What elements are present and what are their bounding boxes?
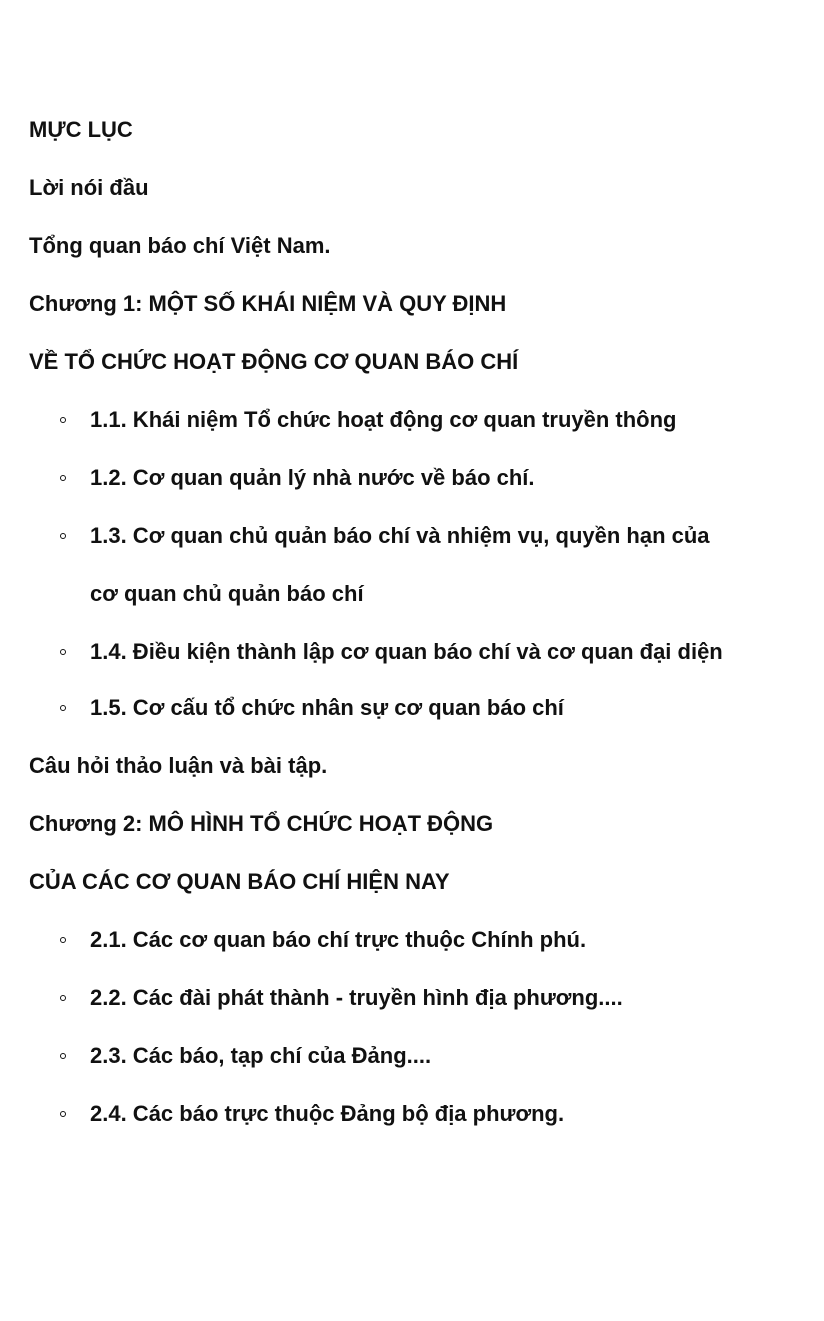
- circle-bullet-icon: [60, 705, 66, 711]
- toc-entry-discussion: Câu hỏi thảo luận và bài tập.: [29, 753, 328, 778]
- toc-entry-preface: Lời nói đầu: [29, 175, 149, 200]
- circle-bullet-icon: [60, 475, 66, 481]
- chapter-1-heading-line-1: Chương 1: MỘT SỐ KHÁI NIỆM VÀ QUY ĐỊNH: [29, 291, 507, 316]
- chapter-1-heading-line-2: VỀ TỔ CHỨC HOẠT ĐỘNG CƠ QUAN BÁO CHÍ: [29, 349, 519, 374]
- list-item-text: 2.4. Các báo trực thuộc Đảng bộ địa phương.: [90, 1101, 565, 1126]
- toc-title: MỰC LỤC: [29, 117, 133, 142]
- toc-entry-overview: Tổng quan báo chí Việt Nam.: [29, 233, 331, 258]
- chapter-2-heading-line-2: CỦA CÁC CƠ QUAN BÁO CHÍ HIỆN NAY: [29, 869, 450, 894]
- circle-bullet-icon: [60, 1111, 66, 1117]
- list-item-text: 1.1. Khái niệm Tổ chức hoạt động cơ quan truyền thông: [90, 407, 677, 432]
- circle-bullet-icon: [60, 937, 66, 943]
- list-item-text: 2.1. Các cơ quan báo chí trực thuộc Chính phú.: [90, 927, 587, 952]
- circle-bullet-icon: [60, 417, 66, 423]
- circle-bullet-icon: [60, 1053, 66, 1059]
- list-item-text: 1.2. Cơ quan quản lý nhà nước về báo chí.: [90, 465, 535, 490]
- list-item-text: 1.4. Điều kiện thành lập cơ quan báo chí và cơ quan đại diện: [90, 639, 723, 664]
- list-item-continuation: cơ quan chủ quản báo chí: [90, 581, 364, 606]
- circle-bullet-icon: [60, 533, 66, 539]
- list-item-text: 1.3. Cơ quan chủ quản báo chí và nhiệm vụ, quyền hạn của: [90, 523, 710, 548]
- list-item-text: 1.5. Cơ cấu tổ chức nhân sự cơ quan báo chí: [90, 695, 564, 720]
- list-item-text: 2.3. Các báo, tạp chí của Đảng....: [90, 1043, 432, 1068]
- circle-bullet-icon: [60, 649, 66, 655]
- list-item-text: 2.2. Các đài phát thành - truyền hình địa phương....: [90, 985, 623, 1010]
- chapter-2-heading-line-1: Chương 2: MÔ HÌNH TỔ CHỨC HOẠT ĐỘNG: [29, 811, 494, 836]
- circle-bullet-icon: [60, 995, 66, 1001]
